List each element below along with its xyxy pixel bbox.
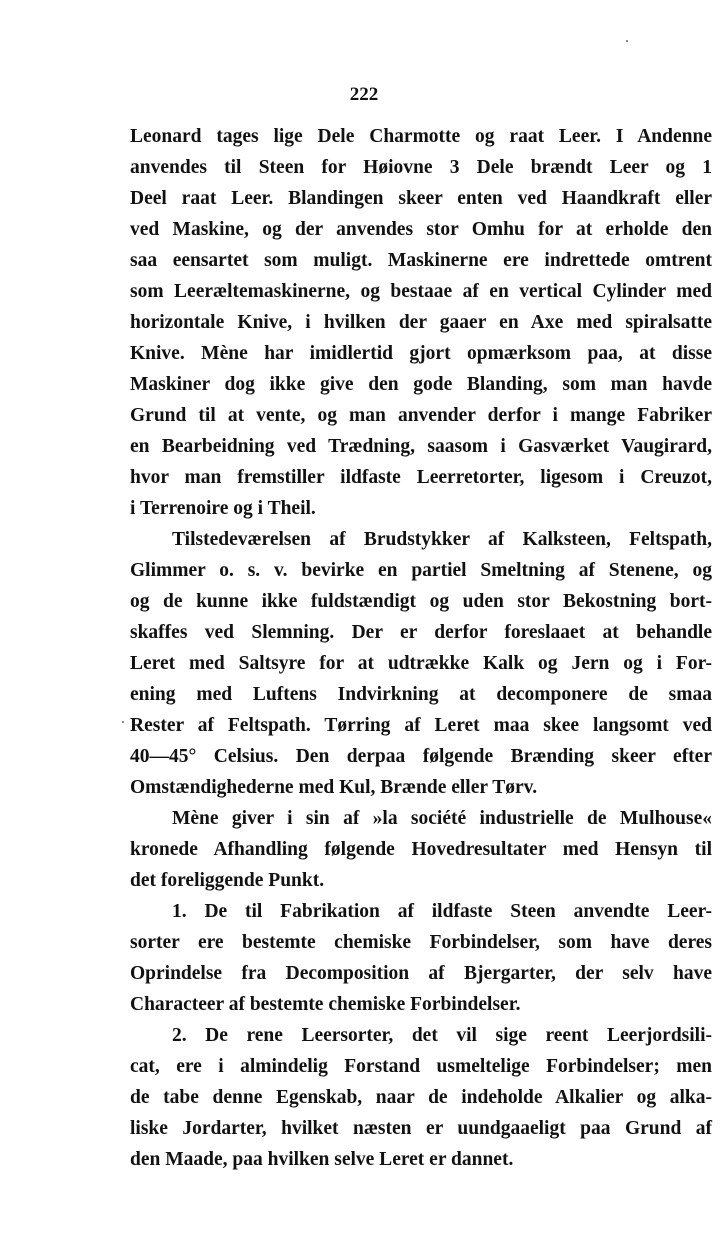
text-line: ved Maskine, og der anvendes stor Omhu for at erholde den: [130, 219, 712, 240]
scan-speck: [122, 721, 124, 723]
page-number: 222: [349, 84, 379, 105]
body-text: [130, 121, 712, 1175]
text-line: Leonard tages lige Dele Charmotte og raat Leer. I Andenne: [130, 126, 712, 147]
text-line: Maskiner dog ikke give den gode Blanding, som man havde: [130, 374, 712, 395]
text-line: Rester af Feltspath. Tørring af Leret maa skee langsomt ved: [130, 715, 712, 736]
scan-speck: [626, 40, 628, 42]
text-line: horizontale Knive, i hvilken der gaaer en Axe med spiralsatte: [130, 312, 712, 333]
text-line: Omstændighederne med Kul, Brænde eller Tørv.: [130, 777, 538, 798]
text-line: som Leeræltemaskinerne, og bestaae af en vertical Cylinder med: [130, 281, 712, 302]
text-line: en Bearbeidning ved Trædning, saasom i Gasværket Vaugirard,: [130, 436, 712, 457]
text-line: de tabe denne Egenskab, naar de indeholde Alkalier og alka-: [130, 1087, 712, 1108]
text-line: kronede Afhandling følgende Hovedresultater med Hensyn til: [130, 839, 712, 860]
text-line: saa eensartet som muligt. Maskinerne ere indrettede omtrent: [130, 250, 712, 271]
text-line: sorter ere bestemte chemiske Forbindelser, som have deres: [130, 932, 712, 953]
text-line: ening med Luftens Indvirkning at decomponere de smaa: [130, 684, 712, 705]
text-line: Knive. Mène har imidlertid gjort opmærksom paa, at disse: [130, 343, 712, 364]
text-line: Oprindelse fra Decomposition af Bjergarter, der selv have: [130, 963, 712, 984]
text-line: 2. De rene Leersorter, det vil sige reent Leerjordsili-: [172, 1025, 712, 1046]
text-line: hvor man fremstiller ildfaste Leerretorter, ligesom i Creuzot,: [130, 467, 712, 488]
text-line: liske Jordarter, hvilket næsten er uundgaaeligt paa Grund af: [130, 1118, 712, 1139]
text-line: skaffes ved Slemning. Der er derfor foreslaaet at behandle: [130, 622, 712, 643]
text-line: det foreliggende Punkt.: [130, 870, 325, 891]
text-line: 1. De til Fabrikation af ildfaste Steen anvendte Leer-: [172, 901, 712, 922]
text-line: 40—45° Celsius. Den derpaa følgende Brænding skeer efter: [130, 746, 712, 767]
text-line: Mène giver i sin af »la société industrielle de Mulhouse«: [172, 808, 712, 829]
text-line: og de kunne ikke fuldstændigt og uden stor Bekostning bort-: [130, 591, 712, 612]
text-line: Characteer af bestemte chemiske Forbindelser.: [130, 994, 521, 1015]
text-line: Deel raat Leer. Blandingen skeer enten ved Haandkraft eller: [130, 188, 712, 209]
text-line: Glimmer o. s. v. bevirke en partiel Smeltning af Stenene, og: [130, 560, 712, 581]
text-line: i Terrenoire og i Theil.: [130, 498, 316, 519]
text-line: anvendes til Steen for Høiovne 3 Dele brændt Leer og 1: [130, 157, 712, 178]
text-line: Leret med Saltsyre for at udtrække Kalk og Jern og i For-: [130, 653, 712, 674]
text-line: Grund til at vente, og man anvender derfor i mange Fabriker: [130, 405, 712, 426]
text-line: Tilstedeværelsen af Brudstykker af Kalksteen, Feltspath,: [172, 529, 712, 550]
text-line: cat, ere i almindelig Forstand usmeltelige Forbindelser; men: [130, 1056, 712, 1077]
text-line: den Maade, paa hvilken selve Leret er dannet.: [130, 1149, 514, 1170]
